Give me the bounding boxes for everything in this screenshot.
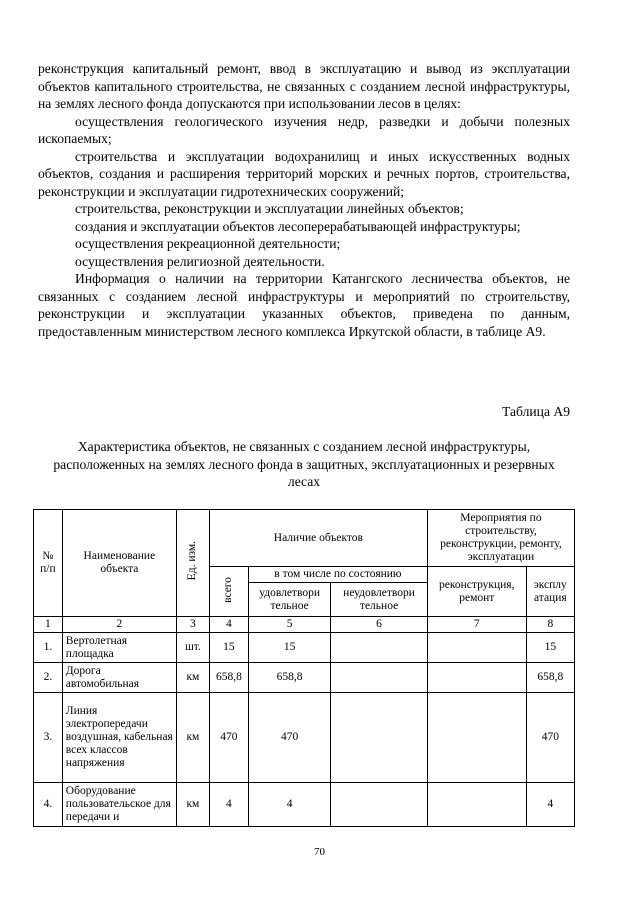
header-good: удовлетвори тельное <box>248 583 330 617</box>
table-title: Характеристика объектов, не связанных с созданием лесной инфраструктуры, расположенных на землях лесного фонда в защитных, эксплуатационных и резервных лесах <box>53 439 555 489</box>
header-bad: неудовлетвори тельное <box>331 583 428 617</box>
cell-name: Дорога автомобильная <box>62 663 176 693</box>
header-num: № п/п <box>34 510 63 617</box>
paragraph: создания и эксплуатации объектов лесоперерабатывающей инфраструктуры; <box>75 218 521 234</box>
cell-recon <box>427 633 526 663</box>
paragraph: реконструкция капитальный ремонт, ввод в эксплуатацию и вывод из эксплуатации объектов капитального строительства, не связанных с созданием лесной инфраструктуры, на землях лесного фонда допускаются при использовании лесов в целях: <box>38 61 570 111</box>
col-number: 3 <box>176 617 209 633</box>
col-number: 6 <box>331 617 428 633</box>
cell-unit: км <box>176 663 209 693</box>
paragraph: осуществления геологического изучения недр, разведки и добычи полезных ископаемых; <box>38 113 570 146</box>
table-row <box>34 633 575 663</box>
cell-name: Оборудование пользовательское для передачи и <box>62 783 176 827</box>
header-total <box>209 567 248 617</box>
page-number: 70 <box>314 846 325 858</box>
cell-total: 15 <box>209 633 248 663</box>
paragraph: осуществления религиозной деятельности. <box>75 253 325 269</box>
paragraph: строительства и эксплуатации водохранилищ и иных искусственных водных объектов, создания и расширения территорий морских и речных портов, строительства, реконструкции и эксплуатации гидротехнических сооружений; <box>38 148 570 199</box>
body-text <box>38 60 570 340</box>
cell-expl: 4 <box>526 783 574 827</box>
cell-recon <box>427 783 526 827</box>
cell-unit: шт. <box>176 633 209 663</box>
cell-name: Линия электропередачи воздушная, кабельная всех классов напряжения <box>62 693 176 783</box>
cell-good: 658,8 <box>248 663 330 693</box>
cell-expl: 470 <box>526 693 574 783</box>
cell-unit: км <box>176 783 209 827</box>
cell-recon <box>427 693 526 783</box>
cell-bad <box>331 693 428 783</box>
col-number: 2 <box>62 617 176 633</box>
header-presence: Наличие объектов <box>209 510 427 567</box>
cell-good: 4 <box>248 783 330 827</box>
col-number: 7 <box>427 617 526 633</box>
table-row <box>34 663 575 693</box>
cell-bad <box>331 783 428 827</box>
header-unit-text: Ед. изм. <box>186 541 199 581</box>
paragraph: осуществления рекреационной деятельности; <box>75 236 341 251</box>
cell-num: 1. <box>34 633 63 663</box>
cell-num: 2. <box>34 663 63 693</box>
table-row <box>34 693 575 783</box>
table-caption: Таблица А9 <box>502 404 570 419</box>
header-incl: в том числе по состоянию <box>248 567 427 583</box>
paragraph: Информация о наличии на территории Катангского лесничества объектов, не связанных с созданием лесной инфраструктуры и мероприятий по строительству, реконструкции и эксплуатации указанных объектов, приведена по данным, предоставленным министерством лесного комплекса Иркутской области, в таблице А9. <box>38 271 570 339</box>
cell-num: 4. <box>34 783 63 827</box>
objects-table <box>33 509 575 827</box>
header-measures: Мероприятия по строительству, реконструкции, ремонту, эксплуатации <box>427 510 574 567</box>
cell-good: 15 <box>248 633 330 663</box>
col-number: 4 <box>209 617 248 633</box>
cell-name: Вертолетная площадка <box>62 633 176 663</box>
table-row <box>34 783 575 827</box>
cell-total: 658,8 <box>209 663 248 693</box>
cell-num: 3. <box>34 693 63 783</box>
cell-recon <box>427 663 526 693</box>
col-number: 5 <box>248 617 330 633</box>
paragraph: строительства, реконструкции и эксплуатации линейных объектов; <box>75 201 464 216</box>
col-number: 8 <box>526 617 574 633</box>
cell-expl: 658,8 <box>526 663 574 693</box>
cell-bad <box>331 663 428 693</box>
header-name: Наименование объекта <box>62 510 176 617</box>
header-recon: реконструкция, ремонт <box>427 567 526 617</box>
column-number-row <box>34 617 575 633</box>
col-number: 1 <box>34 617 63 633</box>
cell-good: 470 <box>248 693 330 783</box>
cell-expl: 15 <box>526 633 574 663</box>
cell-bad <box>331 633 428 663</box>
header-unit <box>176 510 209 617</box>
header-total-text: всего <box>222 576 235 603</box>
cell-total: 470 <box>209 693 248 783</box>
cell-total: 4 <box>209 783 248 827</box>
header-expl: эксплу атация <box>526 567 574 617</box>
cell-unit: км <box>176 693 209 783</box>
